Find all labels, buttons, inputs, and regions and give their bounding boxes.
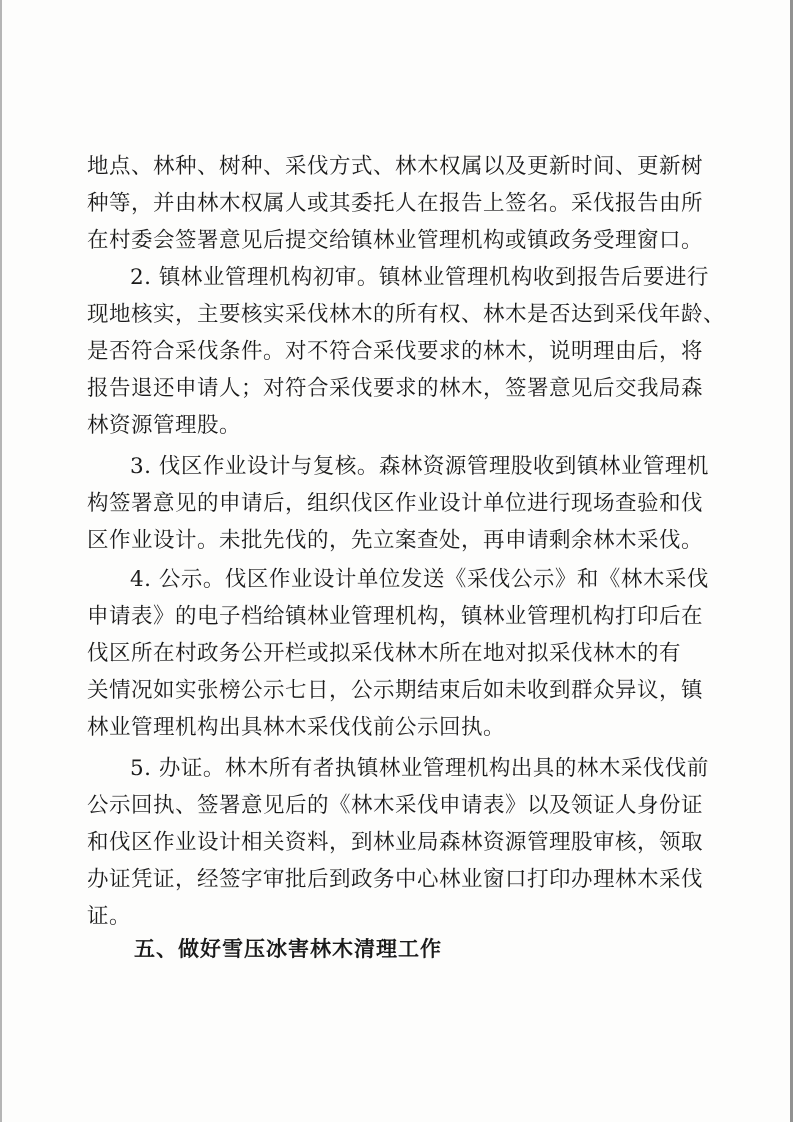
body-text-line: 关情况如实张榜公示七日，公示期结束后如未收到群众异议，镇 — [87, 678, 704, 703]
body-text-line: 区作业设计。未批先伐的，先立案查处，再申请剩余林木采伐。 — [87, 528, 704, 553]
body-text-line: 现地核实，主要核实采伐林木的所有权、林木是否达到采伐年龄、 — [87, 302, 726, 327]
paragraph-3-first-line: 3. 伐区作业设计与复核。森林资源管理股收到镇林业管理机 — [130, 454, 709, 479]
body-text-line: 报告退还申请人；对符合采伐要求的林木，签署意见后交我局森 — [87, 376, 704, 401]
body-text-line: 公示回执、签署意见后的《林木采伐申请表》以及领证人身份证 — [87, 793, 704, 818]
body-text-line: 在村委会签署意见后提交给镇林业管理机构或镇政务受理窗口。 — [87, 228, 704, 253]
body-text-line: 伐区所在村政务公开栏或拟采伐林木所在地对拟采伐林木的有 — [87, 641, 682, 666]
body-text-line: 地点、林种、树种、采伐方式、林木权属以及更新时间、更新树 — [87, 154, 704, 179]
body-text-line: 构签署意见的申请后，组织伐区作业设计单位进行现场查验和伐 — [87, 491, 704, 516]
body-text-line: 申请表》的电子档给镇林业管理机构，镇林业管理机构打印后在 — [87, 604, 704, 629]
body-text-line: 是否符合采伐条件。对不符合采伐要求的林木，说明理由后，将 — [87, 339, 704, 364]
section-heading: 五、做好雪压冰害林木清理工作 — [134, 937, 442, 961]
body-text-line: 办证凭证，经签字审批后到政务中心林业窗口打印办理林木采伐 — [87, 867, 704, 892]
body-text-line: 和伐区作业设计相关资料，到林业局森林资源管理股审核，领取 — [87, 830, 704, 855]
paragraph-4-first-line: 4. 公示。伐区作业设计单位发送《采伐公示》和《林木采伐 — [130, 567, 709, 592]
body-text-line: 林资源管理股。 — [87, 413, 242, 438]
body-text-line: 种等，并由林木权属人或其委托人在报告上签名。采伐报告由所 — [87, 191, 704, 216]
body-text-line: 林业管理机构出具林木采伐伐前公示回执。 — [87, 715, 506, 740]
paragraph-5-first-line: 5. 办证。林木所有者执镇林业管理机构出具的林木采伐伐前 — [130, 756, 709, 781]
scan-edge-left — [0, 0, 2, 1122]
body-text-line: 证。 — [87, 904, 132, 929]
paragraph-2-first-line: 2. 镇林业管理机构初审。镇林业管理机构收到报告后要进行 — [130, 265, 709, 290]
